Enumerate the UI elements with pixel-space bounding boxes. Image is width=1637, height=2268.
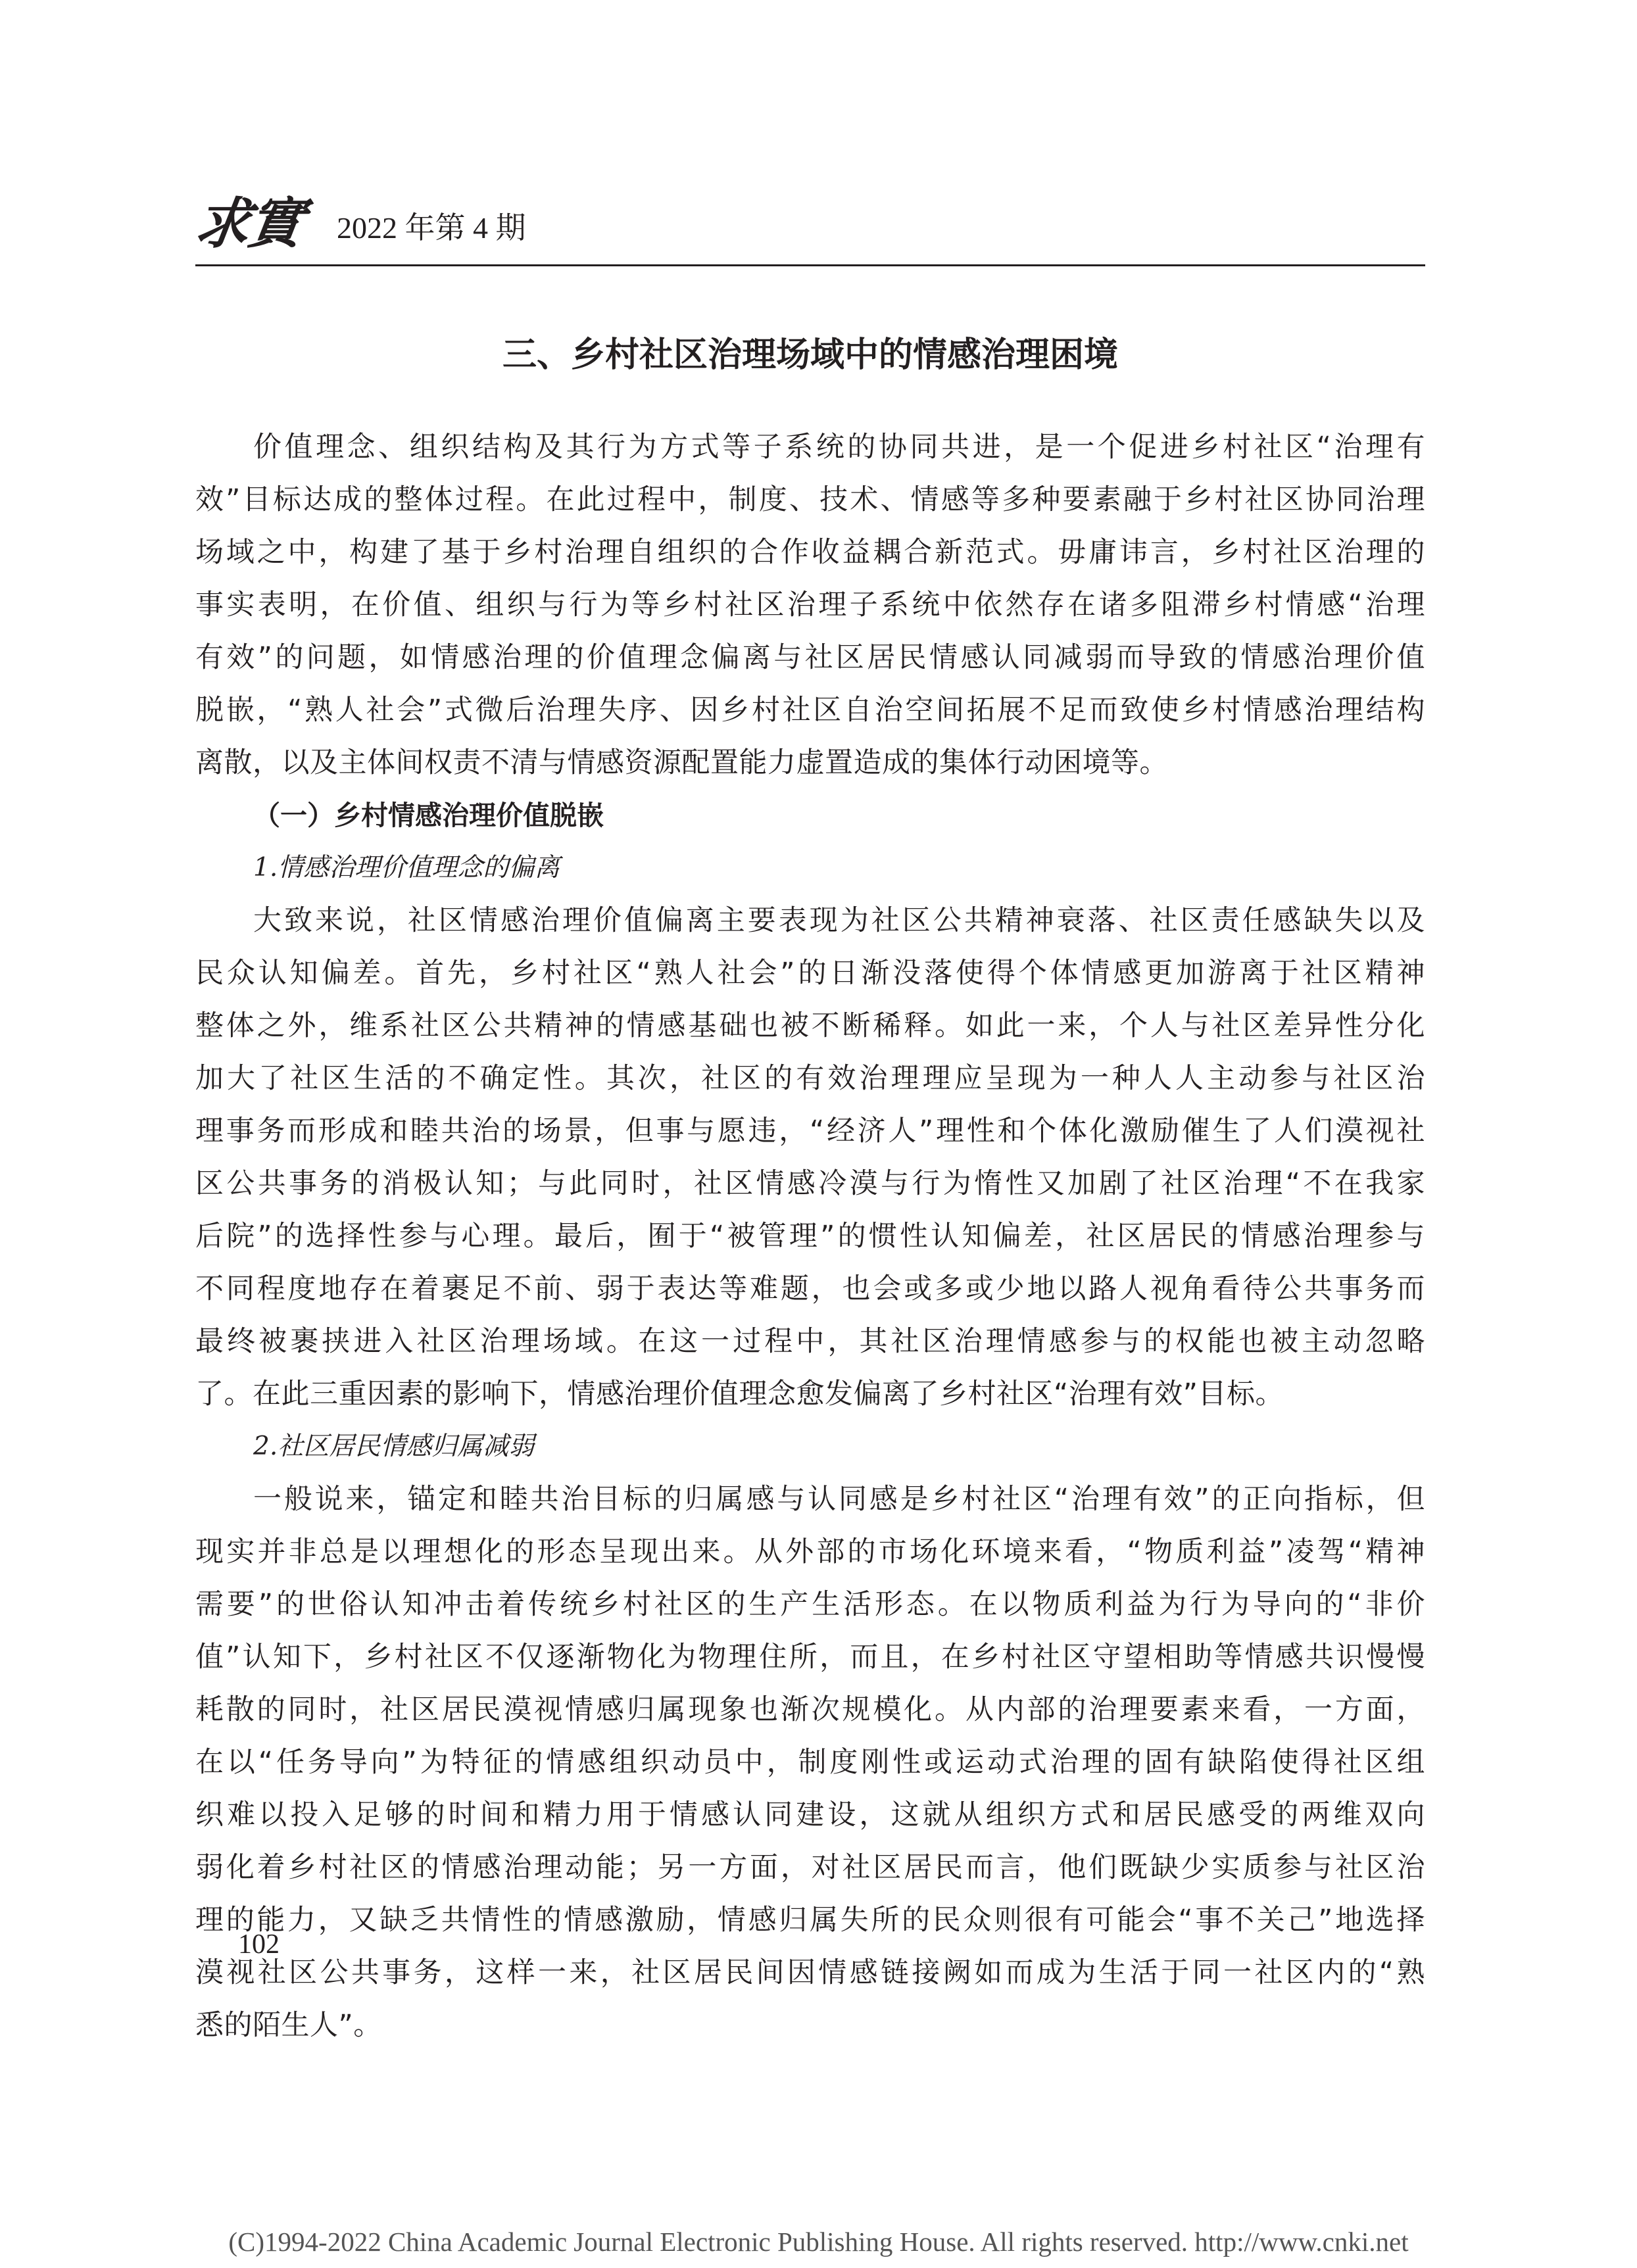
text-line: 值”认知下，乡村社区不仅逐渐物化为物理住所，而且，在乡村社区守望相助等情感共识慢慢 [195,1641,1425,1674]
text-line: 区公共事务的消极认知；与此同时，社区情感冷漠与行为惰性又加剧了社区治理“不在我家 [195,1167,1425,1200]
text-line: 织难以投入足够的时间和精力用于情感认同建设，这就从组织方式和居民感受的两维双向 [195,1798,1425,1831]
subheading: 1.情感治理价值理念的偏离 [253,853,560,882]
text-line: 民众认知偏差。首先，乡村社区“熟人社会”的日渐没落使得个体情感更加游离于社区精神 [195,957,1425,990]
text-line: 现实并非总是以理想化的形态呈现出来。从外部的市场化环境来看，“物质利益”凌驾“精神 [195,1535,1425,1568]
text-line: 在以“任务导向”为特征的情感组织动员中，制度刚性或运动式治理的固有缺陷使得社区组 [195,1746,1425,1779]
issue-label: 2022 年第 4 期 [337,211,526,245]
text-line: 后院”的选择性参与心理。最后，囿于“被管理”的惯性认知偏差，社区居民的情感治理参与 [195,1220,1425,1253]
text-line: 最终被裹挟进入社区治理场域。在这一过程中，其社区治理情感参与的权能也被主动忽略 [195,1325,1425,1358]
header-rule [195,264,1425,266]
text-line: 有效”的问题，如情感治理的价值理念偏离与社区居民情感认同减弱而导致的情感治理价值 [195,641,1425,674]
paragraph [195,894,1425,1420]
paragraph [195,1473,1425,2052]
text-line: 悉的陌生人”。 [195,2009,382,2042]
text-line: 整体之外，维系社区公共精神的情感基础也被不断稀释。如此一来，个人与社区差异性分化 [195,1009,1425,1042]
text-line: 事实表明，在价值、组织与行为等乡村社区治理子系统中依然存在诸多阻滞乡村情感“治理 [195,589,1425,621]
text-line: 需要”的世俗认知冲击着传统乡村社区的生产生活形态。在以物质利益为行为导向的“非价 [195,1588,1425,1621]
text-line: 了。在此三重因素的影响下，情感治理价值理念愈发偏离了乡村社区“治理有效”目标。 [195,1378,1284,1411]
text-line: 效”目标达成的整体过程。在此过程中，制度、技术、情感等多种要素融于乡村社区协同治理 [195,483,1425,516]
text-line: 耗散的同时，社区居民漠视情感归属现象也渐次规模化。从内部的治理要素来看，一方面， [195,1693,1425,1726]
text-line: 不同程度地存在着裹足不前、弱于表达等难题，也会或多或少地以路人视角看待公共事务而 [195,1272,1425,1305]
subheading: （一）乡村情感治理价值脱嵌 [253,800,604,831]
text-line: 大致来说，社区情感治理价值偏离主要表现为社区公共精神衰落、社区责任感缺失以及 [253,904,1425,937]
text-line: 场域之中，构建了基于乡村治理自组织的合作收益耦合新范式。毋庸讳言，乡村社区治理的 [195,536,1425,569]
copyright-footer: (C)1994-2022 China Academic Journal Electronic Publishing House. All rights reserved. http://www.cnki.net [228,2227,1409,2257]
text-line: 一般说来，锚定和睦共治目标的归属感与认同感是乡村社区“治理有效”的正向指标，但 [253,1483,1425,1516]
text-line: 价值理念、组织结构及其行为方式等子系统的协同共进，是一个促进乡村社区“治理有 [253,431,1425,464]
text-line: 加大了社区生活的不确定性。其次，社区的有效治理理应呈现为一种人人主动参与社区治 [195,1062,1425,1095]
text-line: 离散，以及主体间权责不清与情感资源配置能力虚置造成的集体行动困境等。 [195,746,1168,779]
paragraph [195,421,1425,789]
page-number: 102 [238,1929,280,1960]
journal-header [191,187,1425,266]
journal-logo: 求實 [191,191,306,256]
subheading: 2.社区居民情感归属减弱 [253,1432,535,1461]
text-line: 漠视社区公共事务，这样一来，社区居民间因情感链接阙如而成为生活于同一社区内的“熟 [195,1956,1425,1989]
section-title: 三、乡村社区治理场域中的情感治理困境 [502,335,1118,375]
text-line: 弱化着乡村社区的情感治理动能；另一方面，对社区居民而言，他们既缺少实质参与社区治 [195,1851,1425,1884]
text-line: 脱嵌，“熟人社会”式微后治理失序、因乡村社区自治空间拓展不足而致使乡村情感治理结构 [195,694,1425,727]
text-line: 理事务而形成和睦共治的场景，但事与愿违，“经济人”理性和个体化激励催生了人们漠视社 [195,1115,1425,1147]
text-line: 理的能力，又缺乏共情性的情感激励，情感归属失所的民众则很有可能会“事不关己”地选择 [195,1904,1425,1937]
article-body [195,421,1425,2052]
